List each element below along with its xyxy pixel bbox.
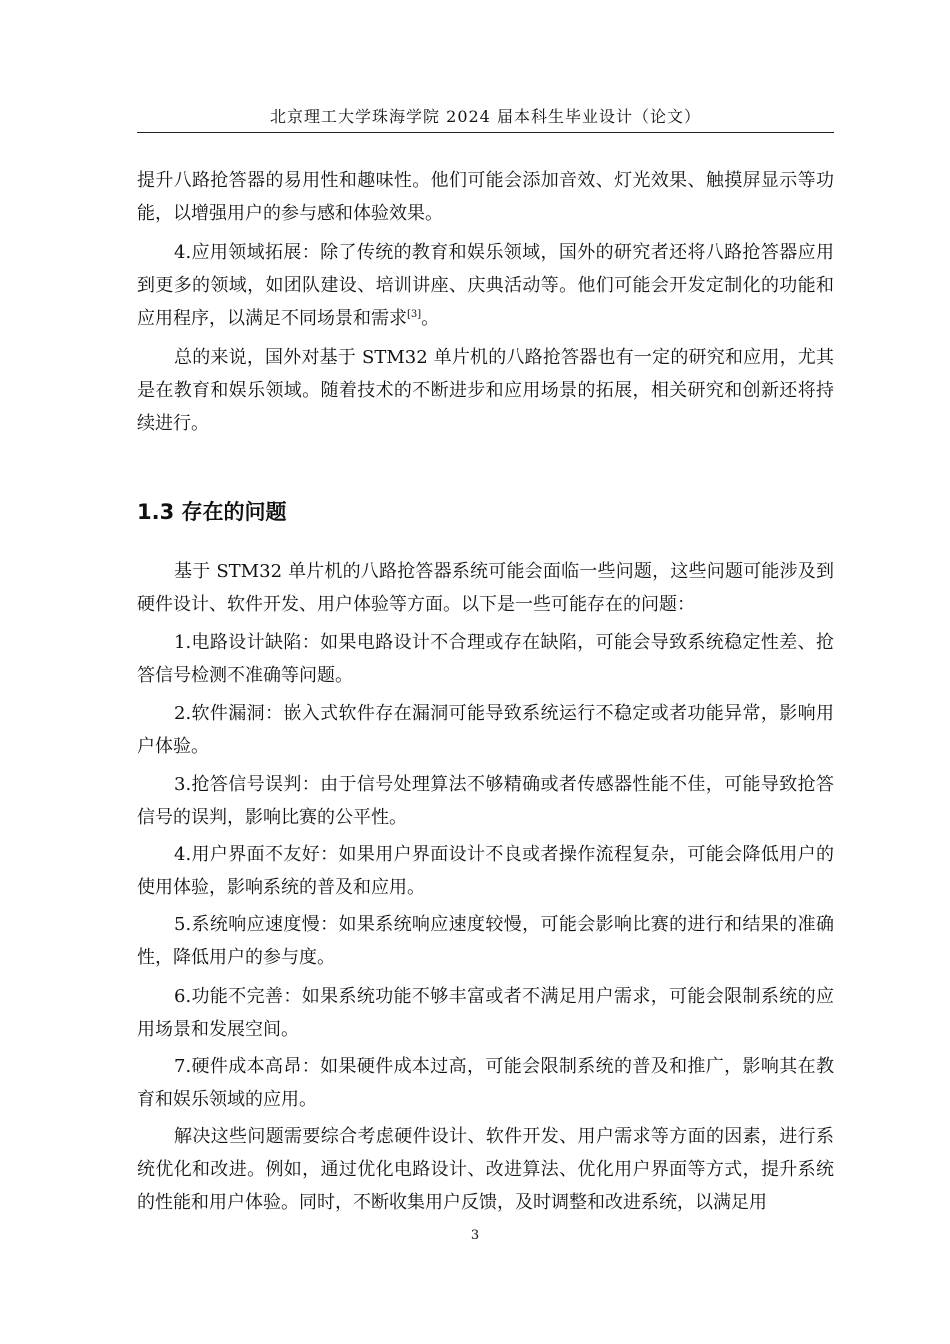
paragraph-text: 解决这些问题需要综合考虑硬件设计、软件开发、用户需求等方面的因素，进行系统优化和改进。例如，通过优化电路设计、改进算法、优化用户界面等方式，提升系统的性能和用户体验。同时，不断收集用户反馈，及时调整和改进系统，以满足用 bbox=[137, 1126, 834, 1213]
page-header bbox=[137, 104, 834, 133]
paragraph-tail: 。 bbox=[421, 308, 440, 329]
paragraph-text: 总的来说，国外对基于 STM32 单片机的八路抢答器也有一定的研究和应用，尤其是在教育和娱乐领域。随着技术的不断进步和应用场景的拓展，相关研究和创新还将持续进行。 bbox=[137, 347, 834, 434]
list-item-software-bug bbox=[137, 697, 834, 763]
list-item-text: 2.软件漏洞：嵌入式软件存在漏洞可能导致系统运行不稳定或者功能异常，影响用户体验。 bbox=[137, 703, 834, 757]
paragraph-intro bbox=[137, 555, 834, 621]
list-item-user-interface bbox=[137, 838, 834, 904]
header-title: 北京理工大学珠海学院 2024 届本科生毕业设计（论文） bbox=[270, 107, 701, 126]
list-item-signal-misjudge bbox=[137, 768, 834, 834]
citation-reference[interactable]: [3] bbox=[407, 309, 422, 320]
paragraph-summary bbox=[137, 341, 834, 440]
paragraph-continuation bbox=[137, 164, 834, 230]
paragraph-text: 4.应用领域拓展：除了传统的教育和娱乐领域，国外的研究者还将八路抢答器应用到更多的领域，如团队建设、培训讲座、庆典活动等。他们可能会开发定制化的功能和应用程序，以满足不同场景和需求 bbox=[137, 242, 834, 329]
list-item-text: 6.功能不完善：如果系统功能不够丰富或者不满足用户需求，可能会限制系统的应用场景和发展空间。 bbox=[137, 986, 834, 1040]
list-item-text: 4.用户界面不友好：如果用户界面设计不良或者操作流程复杂，可能会降低用户的使用体验，影响系统的普及和应用。 bbox=[137, 844, 834, 898]
paragraph-application-expansion bbox=[137, 236, 834, 335]
list-item-text: 3.抢答信号误判：由于信号处理算法不够精确或者传感器性能不佳，可能导致抢答信号的误判，影响比赛的公平性。 bbox=[137, 774, 834, 828]
page-number: 3 bbox=[470, 1228, 480, 1243]
paragraph-solution bbox=[137, 1120, 834, 1219]
paragraph-text: 基于 STM32 单片机的八路抢答器系统可能会面临一些问题，这些问题可能涉及到硬件设计、软件开发、用户体验等方面。以下是一些可能存在的问题： bbox=[137, 561, 834, 615]
list-item-incomplete-features bbox=[137, 980, 834, 1046]
list-item-circuit-defect bbox=[137, 626, 834, 692]
list-item-text: 1.电路设计缺陷：如果电路设计不合理或存在缺陷，可能会导致系统稳定性差、抢答信号检测不准确等问题。 bbox=[137, 632, 834, 686]
list-item-text: 7.硬件成本高昂：如果硬件成本过高，可能会限制系统的普及和推广，影响其在教育和娱乐领域的应用。 bbox=[137, 1056, 834, 1110]
list-item-hardware-cost bbox=[137, 1050, 834, 1116]
list-item-text: 5.系统响应速度慢：如果系统响应速度较慢，可能会影响比赛的进行和结果的准确性，降低用户的参与度。 bbox=[137, 914, 834, 968]
paragraph-text: 提升八路抢答器的易用性和趣味性。他们可能会添加音效、灯光效果、触摸屏显示等功能，以增强用户的参与感和体验效果。 bbox=[137, 170, 834, 224]
list-item-response-speed bbox=[137, 908, 834, 974]
section-heading: 1.3 存在的问题 bbox=[137, 500, 287, 524]
